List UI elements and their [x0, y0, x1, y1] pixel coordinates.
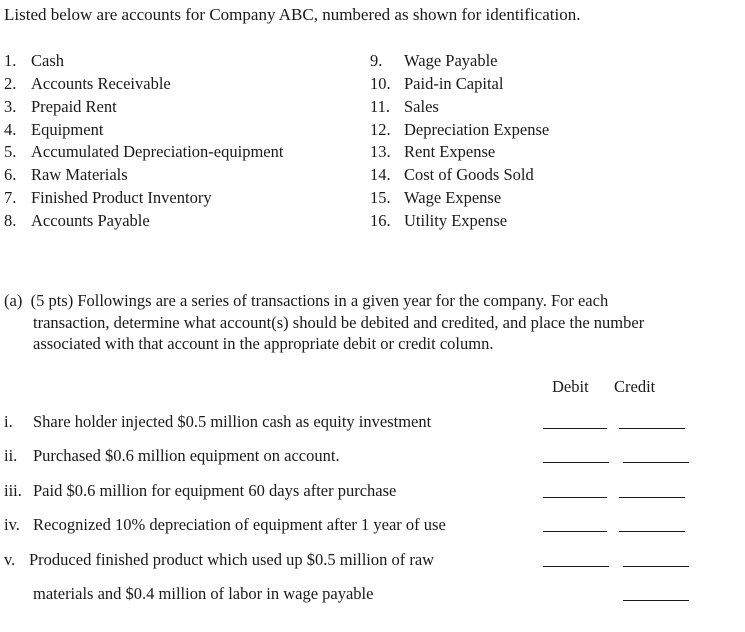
account-item-14 — [370, 165, 534, 185]
account-number: 12. — [370, 120, 391, 139]
debit-blank-ii[interactable] — [543, 462, 609, 463]
transaction-numeral: iii. — [4, 481, 22, 500]
account-name: Depreciation Expense — [404, 120, 550, 139]
account-number: 1. — [4, 51, 17, 70]
transaction-i — [4, 412, 431, 432]
transaction-text: Recognized 10% depreciation of equipment after 1 year of use — [33, 515, 446, 534]
account-number: 3. — [4, 97, 17, 116]
debit-blank-iii[interactable] — [543, 497, 607, 498]
account-item-8 — [4, 211, 150, 231]
transaction-iii — [4, 481, 396, 501]
account-number: 16. — [370, 211, 391, 230]
account-item-12 — [370, 120, 549, 140]
account-item-4 — [4, 120, 103, 140]
account-name: Paid-in Capital — [404, 74, 504, 93]
account-item-10 — [370, 74, 503, 94]
credit-blank-v[interactable] — [623, 566, 689, 567]
transaction-text: Produced finished product which used up $0.5 million of raw — [29, 550, 435, 569]
transaction-text: Share holder injected $0.5 million cash as equity investment — [33, 412, 432, 431]
account-name: Sales — [404, 97, 439, 116]
account-number: 10. — [370, 74, 391, 93]
account-item-9 — [370, 51, 498, 71]
account-name: Equipment — [31, 120, 104, 139]
debit-blank-i[interactable] — [543, 428, 607, 429]
account-name: Accumulated Depreciation-equipment — [31, 142, 284, 161]
question-text-3: associated with that account in the appropriate debit or credit column. — [33, 334, 494, 353]
account-name: Prepaid Rent — [31, 97, 117, 116]
account-number: 7. — [4, 188, 17, 207]
account-name: Wage Payable — [404, 51, 498, 70]
question-text-1: (5 pts) Followings are a series of transactions in a given year for the company. For each — [30, 291, 609, 310]
account-name: Accounts Payable — [31, 211, 150, 230]
transaction-numeral: iv. — [4, 515, 20, 534]
account-number: 2. — [4, 74, 17, 93]
intro-text: Listed below are accounts for Company ABC, numbered as shown for identification. — [4, 5, 581, 24]
account-item-13 — [370, 142, 495, 162]
transaction-ii — [4, 446, 340, 466]
account-item-1 — [4, 51, 64, 71]
question-label: (a) — [4, 291, 23, 310]
account-name: Cost of Goods Sold — [404, 165, 534, 184]
transaction-v-continued: materials and $0.4 million of labor in wage payable — [33, 584, 374, 603]
credit-blank-ii[interactable] — [623, 462, 689, 463]
account-name: Finished Product Inventory — [31, 188, 212, 207]
account-item-2 — [4, 74, 171, 94]
credit-blank-iv[interactable] — [619, 531, 685, 532]
account-name: Wage Expense — [404, 188, 502, 207]
account-number: 14. — [370, 165, 391, 184]
account-name: Cash — [31, 51, 64, 70]
credit-blank-iii[interactable] — [619, 497, 685, 498]
transaction-iv — [4, 515, 446, 535]
account-item-15 — [370, 188, 501, 208]
transaction-numeral: ii. — [4, 446, 18, 465]
credit-blank-i[interactable] — [619, 428, 685, 429]
account-number: 9. — [370, 51, 383, 70]
account-item-6 — [4, 165, 128, 185]
account-item-7 — [4, 188, 212, 208]
account-number: 4. — [4, 120, 17, 139]
account-name: Rent Expense — [404, 142, 496, 161]
debit-header: Debit — [552, 377, 589, 396]
account-name: Raw Materials — [31, 165, 128, 184]
account-item-5 — [4, 142, 283, 162]
account-number: 13. — [370, 142, 391, 161]
account-number: 11. — [370, 97, 391, 116]
transaction-numeral: i. — [4, 412, 13, 431]
account-item-11 — [370, 97, 439, 117]
account-name: Utility Expense — [404, 211, 508, 230]
question-line-1 — [4, 290, 608, 311]
account-number: 15. — [370, 188, 391, 207]
debit-blank-v[interactable] — [543, 566, 609, 567]
account-number: 8. — [4, 211, 17, 230]
account-name: Accounts Receivable — [31, 74, 171, 93]
transaction-numeral: v. — [4, 550, 16, 569]
question-text-2: transaction, determine what account(s) should be debited and credited, and place the number — [33, 313, 645, 332]
account-number: 6. — [4, 165, 17, 184]
transaction-text: Paid $0.6 million for equipment 60 days after purchase — [33, 481, 397, 500]
transaction-v — [4, 550, 434, 570]
transaction-text: Purchased $0.6 million equipment on account. — [33, 446, 340, 465]
credit-header: Credit — [614, 377, 656, 396]
account-number: 5. — [4, 142, 17, 161]
account-item-16 — [370, 211, 507, 231]
credit-blank-v-2[interactable] — [623, 600, 689, 601]
debit-blank-iv[interactable] — [543, 531, 607, 532]
account-item-3 — [4, 97, 117, 117]
